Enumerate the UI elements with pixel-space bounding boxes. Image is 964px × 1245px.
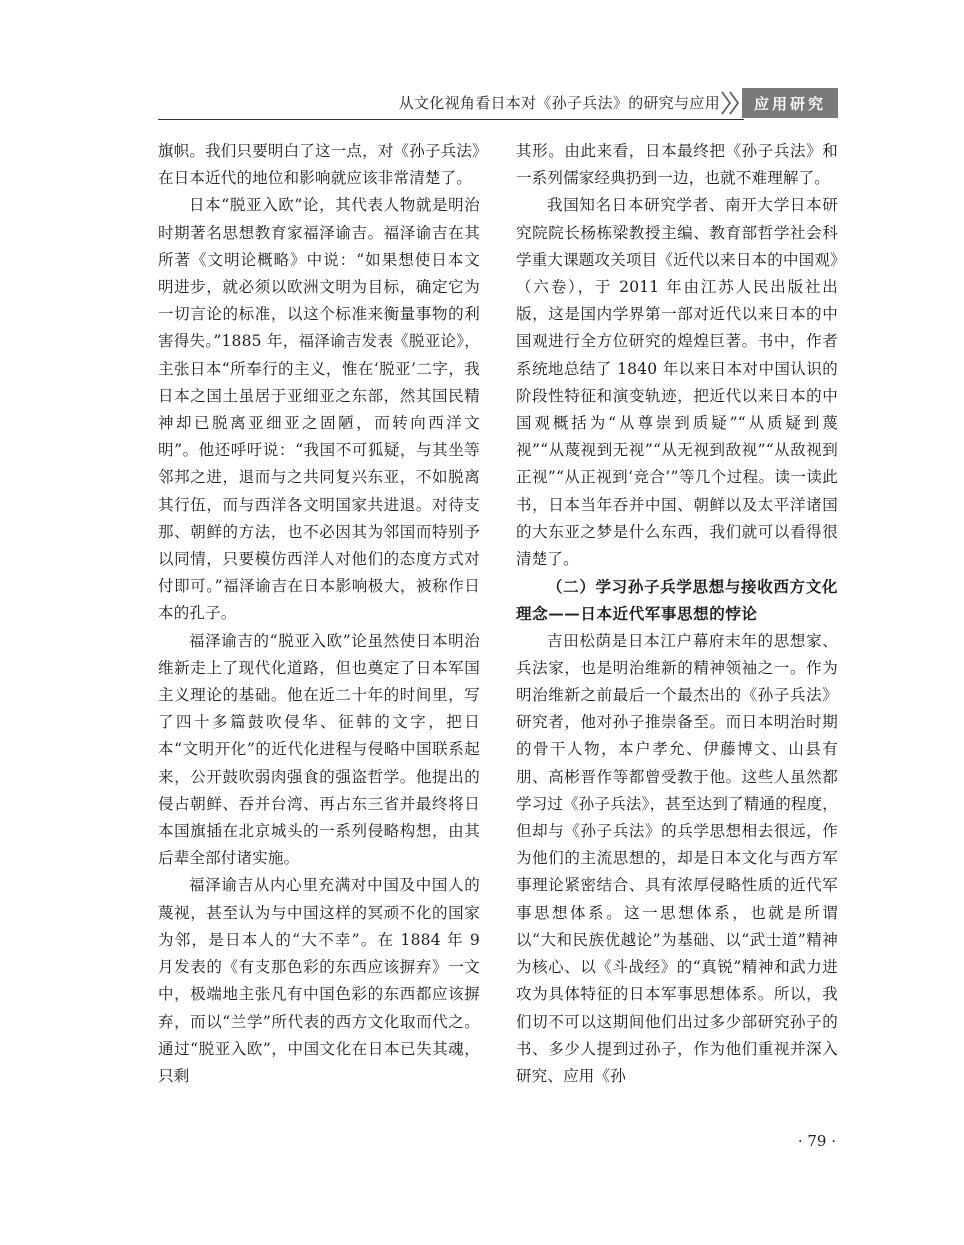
double-chevron-icon: [720, 90, 742, 116]
running-header-title: 从文化视角看日本对《孙子兵法》的研究与应用: [398, 94, 720, 112]
left-paragraph-1: 旗帜。我们只要明白了这一点，对《孙子兵法》在日本近代的地位和影响就应该非常清楚了。: [158, 142, 480, 188]
section-subheading: （二）学习孙子兵学思想与接收西方文化理念——日本近代军事思想的悖论: [516, 577, 838, 624]
page-number: · 79 ·: [797, 1132, 836, 1150]
header-rule: [158, 119, 744, 120]
right-paragraph-2: 我国知名日本研究学者、南开大学日本研究院院长杨栋梁教授主编、教育部哲学社会科学重大课题攻关项目《近代以来日本的中国观》（六卷），于 2011 年由江苏人民出版社出版，这是国内学界第一部对近代以来日本的中国观进行全方位研究的煌煌巨著。书中，作者系统地总结了 1840 年以来日本对中国认识的阶段性特征和演变轨迹，把近代以来日本的中国观概括为“从尊崇到质疑”“从质疑到蔑视”“从蔑视到无视”“从无视到敌视”“从敌视到正视”“从正视到‘竞合’”等几个过程。读一读此书，日本当年吞并中国、朝鲜以及太平洋诸国的大东亚之梦是什么东西，我们就可以看得很清楚了。: [516, 196, 838, 569]
section-badge: 应用研究: [742, 88, 838, 118]
left-paragraph-2: 日本“脱亚入欧”论，其代表人物就是明治时期著名思想教育家福泽谕吉。福泽谕吉在其所著《文明论概略》中说：“如果想使日本文明进步，就必须以欧洲文明为目标，确定它为一切言论的标准，以这个标准来衡量事物的利害得失。”1885 年，福泽谕吉发表《脱亚论》，主张日本“所奉行的主义，惟在‘脱亚’二字，我日本之国土虽居于亚细亚之东部，然其国民精神却已脱离亚细亚之固陋，而转向西洋文明”。他还呼吁说：“我国不可狐疑，与其坐等邻邦之进，退而与之共同复兴东亚，不如脱离其行伍，而与西洋各文明国家共进退。对待支那、朝鲜的方法，也不必因其为邻国而特别予以同情，只要模仿西洋人对他们的态度方式对付即可。”福泽谕吉在日本影响极大，被称作日本的孔子。: [158, 196, 480, 623]
right-paragraph-1: 其形。由此来看，日本最终把《孙子兵法》和一系列儒家经典扔到一边，也就不难理解了。: [516, 142, 838, 188]
right-column: [516, 138, 838, 1090]
left-column: [158, 138, 480, 1090]
left-paragraph-3: 福泽谕吉的“脱亚入欧”论虽然使日本明治维新走上了现代化道路，但也奠定了日本军国主义理论的基础。他在近二十年的时间里，写了四十多篇鼓吹侵华、征韩的文字，把日本“文明开化”的近代化进程与侵略中国联系起来，公开鼓吹弱肉强食的强盗哲学。他提出的侵占朝鲜、吞并台湾、再占东三省并最终将日本国旗插在北京城头的一系列侵略构想，由其后辈全部付诸实施。: [158, 631, 480, 868]
left-paragraph-4: 福泽谕吉从内心里充满对中国及中国人的蔑视，甚至认为与中国这样的冥顽不化的国家为邻，是日本人的“大不幸”。在 1884 年 9 月发表的《有支那色彩的东西应该摒弃》一文中，极端地主张凡有中国色彩的东西都应该摒弃，而以“兰学”所代表的西方文化取而代之。通过“脱亚入欧”，中国文化在日本已失其魂，只剩: [158, 876, 480, 1085]
running-header: [158, 86, 838, 122]
right-paragraph-3: 吉田松荫是日本江户幕府末年的思想家、兵法家，也是明治维新的精神领袖之一。作为明治维新之前最后一个最杰出的《孙子兵法》研究者，他对孙子推崇备至。而日本明治时期的骨干人物，本户孝允、伊藤博文、山县有朋、高彬晋作等都曾受教于他。这些人虽然都学习过《孙子兵法》，甚至达到了精通的程度，但却与《孙子兵法》的兵学思想相去很远，作为他们的主流思想的，却是日本文化与西方军事理论紧密结合、具有浓厚侵略性质的近代军事思想体系。这一思想体系，也就是所谓以“大和民族优越论”为基础、以“武士道”精神为核心、以《斗战经》的“真锐”精神和武力进攻为具体特征的日本军事思想体系。所以，我们切不可以这期间他们出过多少部研究孙子的书、多少人提到过孙子，作为他们重视并深入研究、应用《孙: [516, 631, 838, 1085]
